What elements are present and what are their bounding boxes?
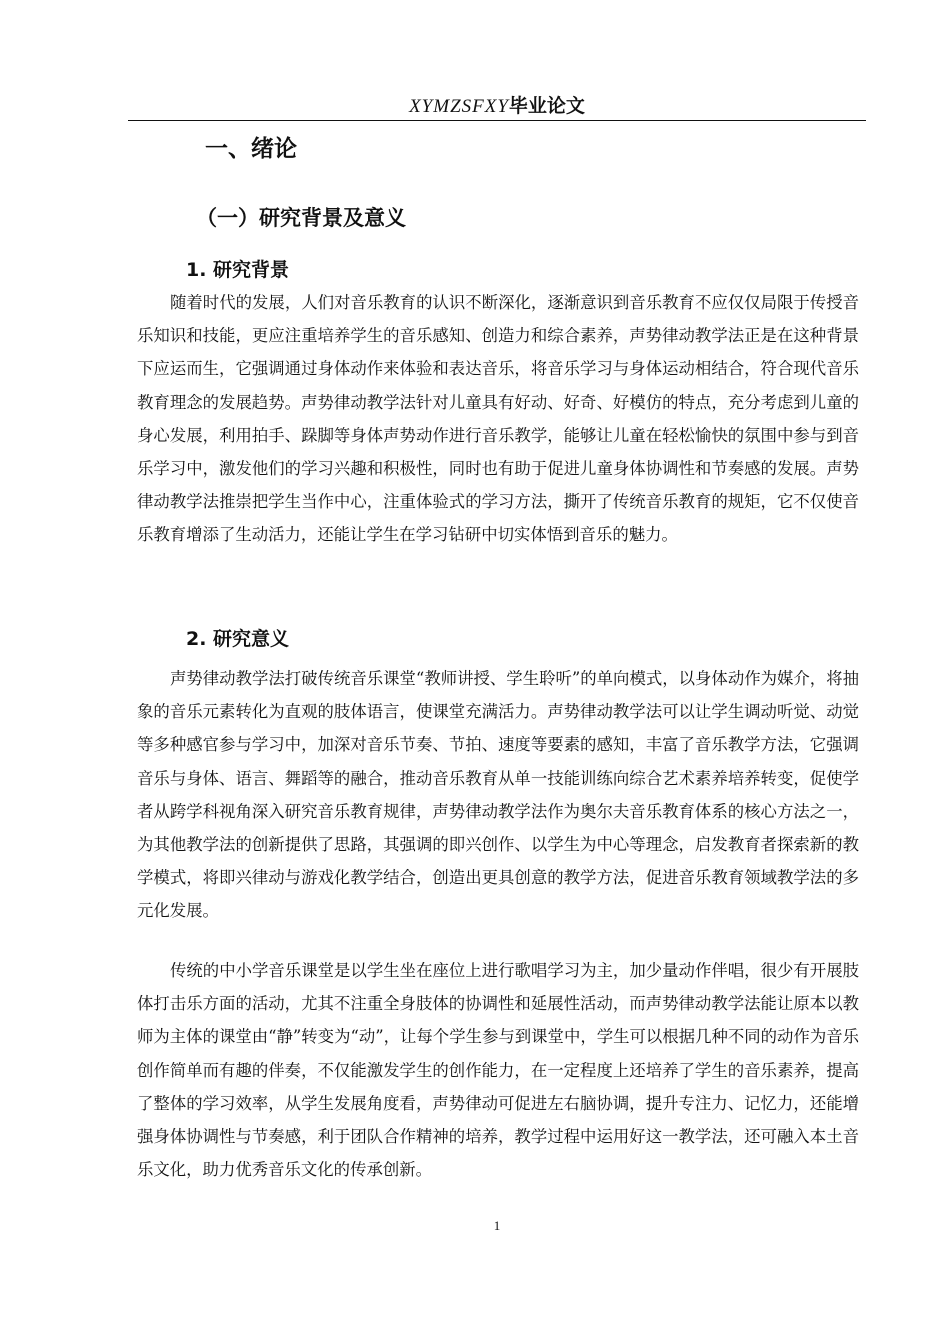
page-number: 1 [493,1218,501,1233]
header-thesis-label: 毕业论文 [508,95,585,117]
subsection-title-significance: 2. 研究意义 [186,628,290,650]
header-school-code: XYMZSFXY [409,96,509,117]
paragraph-background: 随着时代的发展，人们对音乐教育的认识不断深化，逐渐意识到音乐教育不应仅仅局限于传授音乐知识和技能，更应注重培养学生的音乐感知、创造力和综合素养，声势律动教学法正是在这种背景下应运而生，它强调通过身体动作来体验和表达音乐，将音乐学习与身体运动相结合，符合现代音乐教育理念的发展趋势。声势律动教学法针对儿童具有好动、好奇、好模仿的特点，充分考虑到儿童的身心发展，利用拍手、跺脚等身体声势动作进行音乐教学，能够让儿童在轻松愉快的氛围中参与到音乐学习中，激发他们的学习兴趣和积极性，同时也有助于促进儿童身体协调性和节奏感的发展。声势律动教学法推崇把学生当作中心，注重体验式的学习方法，撕开了传统音乐教育的规矩，它不仅使音乐教育增添了生动活力，还能让学生在学习钻研中切实体悟到音乐的魅力。 [137,293,859,545]
paragraph-significance-1: 声势律动教学法打破传统音乐课堂“教师讲授、学生聆听”的单向模式，以身体动作为媒介，将抽象的音乐元素转化为直观的肢体语言，使课堂充满活力。声势律动教学法可以让学生调动听觉、动觉等多种感官参与学习中，加深对音乐节奏、节拍、速度等要素的感知，丰富了音乐教学方法，它强调音乐与身体、语言、舞蹈等的融合，推动音乐教育从单一技能训练向综合艺术素养培养转变，促使学者从跨学科视角深入研究音乐教育规律，声势律动教学法作为奥尔夫音乐教育体系的核心方法之一，为其他教学法的创新提供了思路，其强调的即兴创作、以学生为中心等理念，启发教育者探索新的教学模式，将即兴律动与游戏化教学结合，创造出更具创意的教学方法，促进音乐教育领域教学法的多元化发展。 [137,669,859,921]
subsection-title-background: 1. 研究背景 [186,259,290,281]
section-title: （一）研究背景及意义 [196,206,406,230]
chapter-title: 一、绪论 [205,136,297,162]
page-header [128,92,866,120]
header-divider [128,120,866,121]
paragraph-significance-2: 传统的中小学音乐课堂是以学生坐在座位上进行歌唱学习为主，加少量动作伴唱，很少有开展肢体打击乐方面的活动，尤其不注重全身肢体的协调性和延展性活动，而声势律动教学法能让原本以教师为主体的课堂由“静”转变为“动”，让每个学生参与到课堂中，学生可以根据几种不同的动作为音乐创作简单而有趣的伴奏，不仅能激发学生的创作能力，在一定程度上还培养了学生的音乐素养，提高了整体的学习效率，从学生发展角度看，声势律动可促进左右脑协调，提升专注力、记忆力，还能增强身体协调性与节奏感，利于团队合作精神的培养，教学过程中运用好这一教学法，还可融入本土音乐文化，助力优秀音乐文化的传承创新。 [137,961,859,1180]
